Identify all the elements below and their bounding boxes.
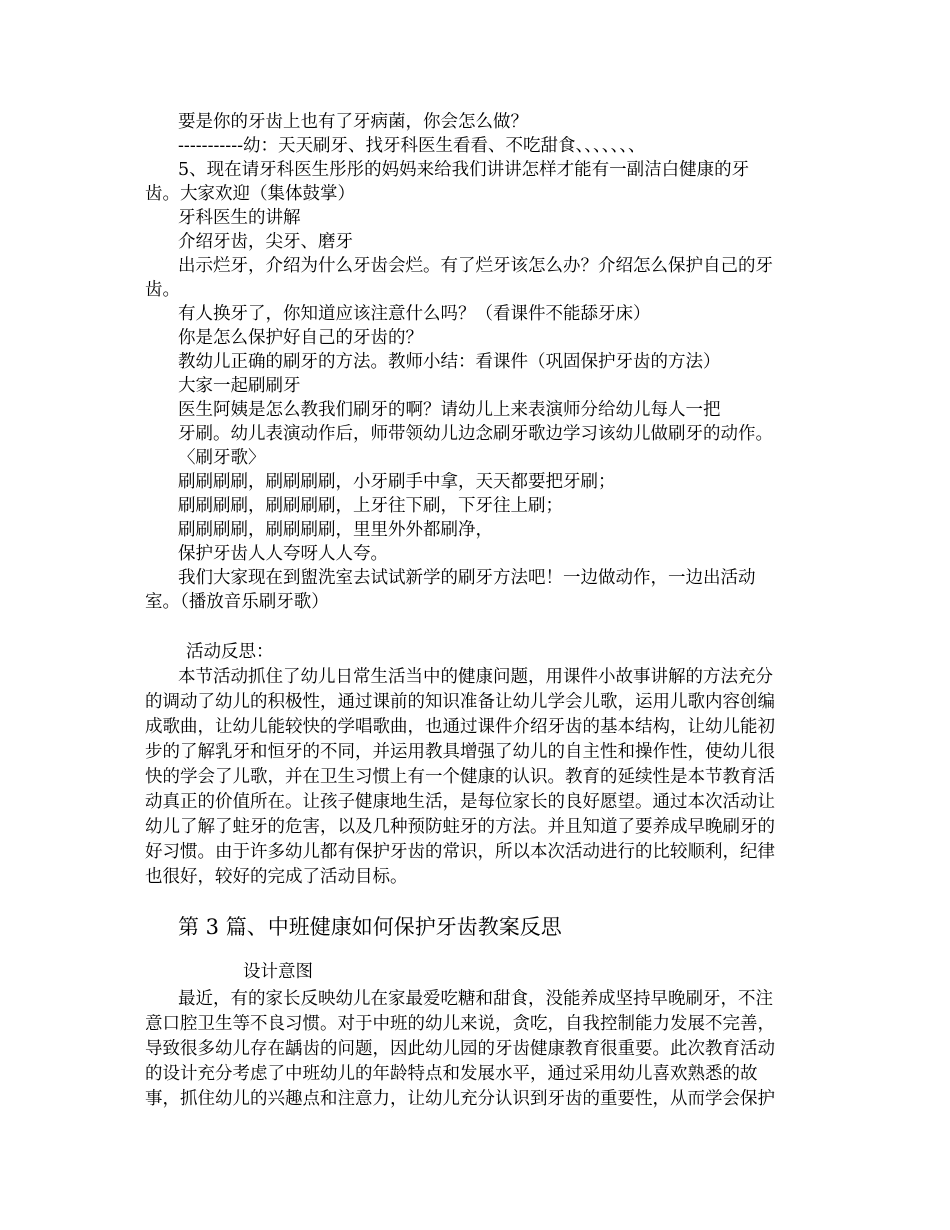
text-line: 出示烂牙，介绍为什么牙齿会烂。有了烂牙该怎么办？介绍怎么保护自己的牙 bbox=[178, 256, 773, 276]
text-line: 介绍牙齿，尖牙、磨牙 bbox=[178, 232, 353, 252]
paragraph-line: 动真正的价值所在。让孩子健康地生活，是每位家长的良好愿望。通过本次活动让 bbox=[145, 792, 775, 812]
chapter-heading: 第 3 篇、中班健康如何保护牙齿教案反思 bbox=[178, 915, 562, 939]
text-line: 要是你的牙齿上也有了牙病菌，你会怎么做？ bbox=[178, 112, 528, 132]
section-subtitle: 设计意图 bbox=[243, 962, 313, 982]
song-line: 刷刷刷刷，刷刷刷刷，上牙往下刷，下牙往上刷； bbox=[178, 496, 563, 516]
paragraph-line: 快的学会了儿歌，并在卫生习惯上有一个健康的认识。教育的延续性是本节教育活 bbox=[145, 767, 775, 787]
text-line: 你是怎么保护好自己的牙齿的？ bbox=[178, 328, 423, 348]
text-line: 齿。大家欢迎（集体鼓掌） bbox=[145, 184, 355, 204]
paragraph-line: 好习惯。由于许多幼儿都有保护牙齿的常识，所以本次活动进行的比较顺利，纪律 bbox=[145, 842, 775, 862]
song-line: 刷刷刷刷，刷刷刷刷，小牙刷手中拿，天天都要把牙刷； bbox=[178, 472, 616, 492]
paragraph-line: 的调动了幼儿的积极性，通过课前的知识准备让幼儿学会儿歌，运用儿歌内容创编 bbox=[145, 692, 775, 712]
paragraph-line: 的设计充分考虑了中班幼儿的年龄特点和发展水平，通过采用幼儿喜欢熟悉的故 bbox=[145, 1064, 758, 1084]
text-line: 医生阿姨是怎么教我们刷牙的啊？请幼儿上来表演师分给幼儿每人一把 bbox=[178, 400, 721, 420]
text-line: 牙科医生的讲解 bbox=[178, 208, 301, 228]
song-title: 〈刷牙歌〉 bbox=[178, 448, 266, 468]
paragraph-line: 意口腔卫生等不良习惯。对于中班的幼儿来说，贪吃，自我控制能力发展不完善， bbox=[145, 1014, 775, 1034]
paragraph-line: 事，抓住幼儿的兴趣点和注意力，让幼儿充分认识到牙齿的重要性，从而学会保护 bbox=[145, 1089, 775, 1109]
text-line: 教幼儿正确的刷牙的方法。教师小结：看课件（巩固保护牙齿的方法） bbox=[178, 352, 721, 372]
paragraph-line: 步的了解乳牙和恒牙的不同，并运用教具增强了幼儿的自主性和操作性，使幼儿很 bbox=[145, 742, 775, 762]
paragraph-line: 本节活动抓住了幼儿日常生活当中的健康问题，用课件小故事讲解的方法充分 bbox=[178, 667, 773, 687]
song-line: 刷刷刷刷，刷刷刷刷，里里外外都刷净， bbox=[178, 520, 493, 540]
text-line: 大家一起刷刷牙 bbox=[178, 376, 301, 396]
text-line: 5、现在请牙科医生彤彤的妈妈来给我们讲讲怎样才能有一副洁白健康的牙 bbox=[178, 160, 750, 180]
text-line: -----------幼：天天刷牙、找牙科医生看看、不吃甜食、、、、、、、 bbox=[178, 136, 646, 156]
paragraph-line: 幼儿了解了蛀牙的危害，以及几种预防蛀牙的方法。并且知道了要养成早晚刷牙的 bbox=[145, 817, 775, 837]
text-line: 有人换牙了，你知道应该注意什么吗？（看课件不能舔牙床） bbox=[178, 304, 651, 324]
text-line: 牙刷。幼儿表演动作后，师带领幼儿边念刷牙歌边学习该幼儿做刷牙的动作。 bbox=[178, 424, 773, 444]
paragraph-line: 成歌曲，让幼儿能较快的学唱歌曲，也通过课件介绍牙齿的基本结构，让幼儿能初 bbox=[145, 717, 775, 737]
paragraph-line: 导致很多幼儿存在龋齿的问题，因此幼儿园的牙齿健康教育很重要。此次教育活动 bbox=[145, 1039, 775, 1059]
text-line: 齿。 bbox=[145, 280, 180, 300]
song-line: 保护牙齿人人夸呀人人夸。 bbox=[178, 544, 388, 564]
text-line: 室。（播放音乐刷牙歌） bbox=[145, 592, 329, 612]
paragraph-line: 最近，有的家长反映幼儿在家最爱吃糖和甜食，没能养成坚持早晚刷牙，不注 bbox=[178, 989, 773, 1009]
paragraph-line: 也很好，较好的完成了活动目标。 bbox=[145, 867, 408, 887]
text-line: 我们大家现在到盥洗室去试试新学的刷牙方法吧！一边做动作，一边出活动 bbox=[178, 568, 756, 588]
reflection-title: 活动反思： bbox=[186, 642, 274, 662]
